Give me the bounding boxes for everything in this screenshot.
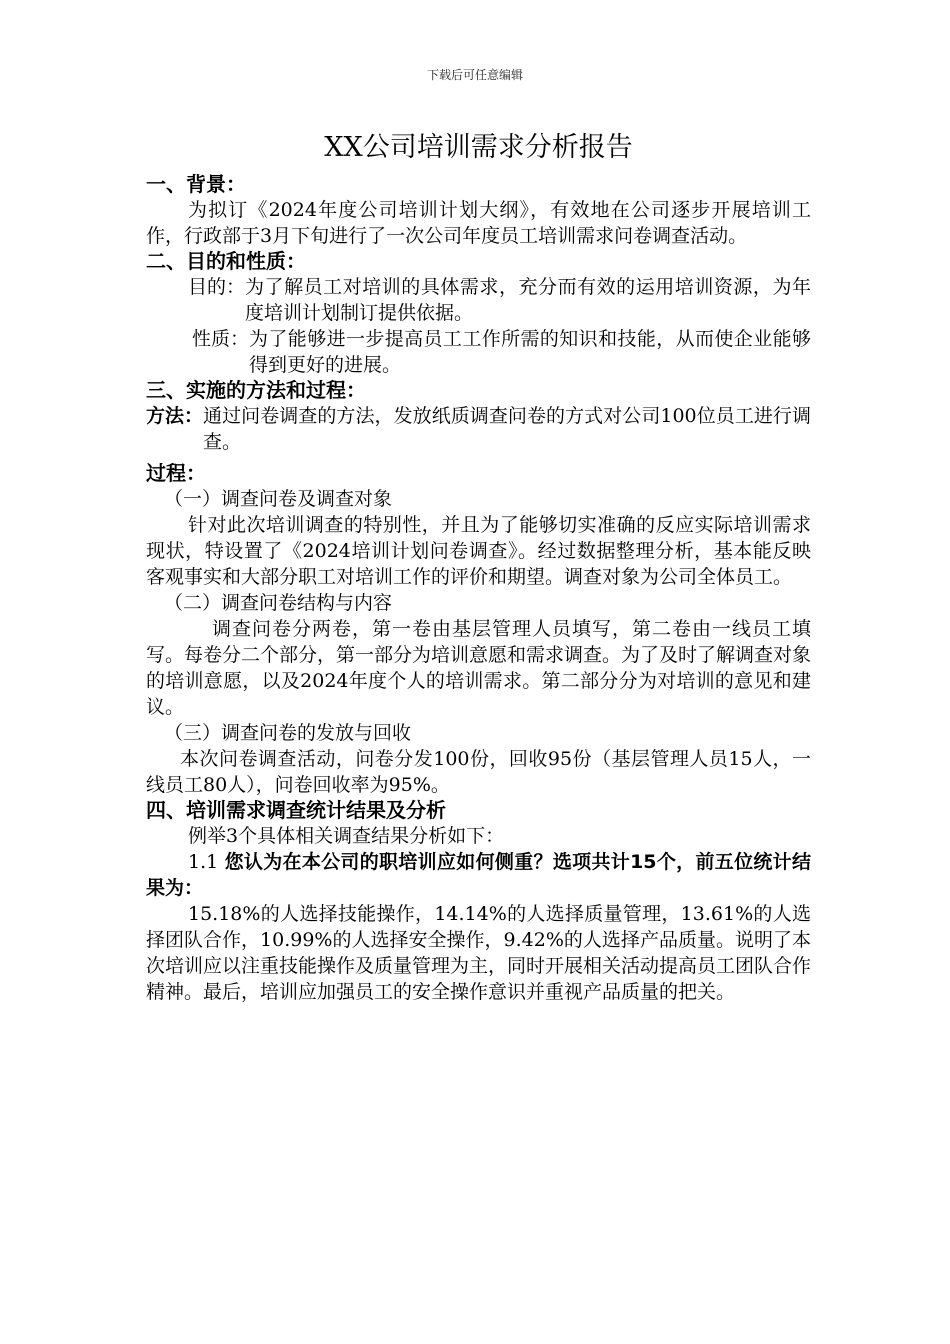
document-title: XX公司培训需求分析报告 [324,132,633,163]
purpose-label: 目的： [188,276,246,298]
subsection-2-title: （二）调查问卷结构与内容 [164,592,393,614]
method-block [146,403,811,455]
subsection-3-title: （三）调查问卷的发放与回收 [164,722,412,744]
background-paragraph: 为拟订《2024年度公司培训计划大纲》，有效地在公司逐步开展培训工作，行政部于3月下旬进行了一次公司年度员工培训需求问卷调查活动。 [146,199,811,247]
section-3-heading: 三、实施的方法和过程： [146,378,366,402]
question-1-1-result: 15.18%的人选择技能操作，14.14%的人选择质量管理，13.61%的人选择团队合作，10.99%的人选择安全操作，9.42%的人选择产品质量。说明了本次培训应以注重技能操作及质量管理为主，同时开展相关活动提高员工团队合作精神。最后，培训应加强员工的安全操作意识并重视产品质量的把关。 [146,903,812,1003]
nature-label: 性质： [192,328,250,350]
process-label: 过程： [146,461,206,485]
document-body [146,128,811,1005]
section-2-heading: 二、目的和性质： [146,249,306,273]
purpose-text: 为了解员工对培训的具体需求，充分而有效的运用培训资源，为年度培训计划制订提供依据。 [245,276,811,324]
subsection-2-text: 调查问卷分两卷，第一卷由基层管理人员填写，第二卷由一线员工填写。每卷分二个部分，第一部分为培训意愿和需求调查。为了及时了解调查对象的培训意愿，以及2024年度个人的培训需求。第二部分分为对培训的意见和建议。 [146,618,812,718]
subsection-1-text: 针对此次培训调查的特别性，并且为了能够切实准确的反应实际培训需求现状，特设置了《2024培训计划问卷调查》。经过数据整理分析，基本能反映客观事实和大部分职工对培训工作的评价和期望。调查对象为公司全体员工。 [146,514,811,588]
nature-block [146,326,811,378]
question-1-1-text: 您认为在本公司的职培训应如何侧重？选项共计15个，前五位统计结果为： [146,851,811,899]
section-4-intro: 例举3个具体相关调查结果分析如下： [188,825,505,847]
question-1-1 [146,849,811,901]
nature-text: 为了能够进一步提高员工工作所需的知识和技能，从而使企业能够得到更好的进展。 [249,328,811,376]
question-1-1-number: 1.1 [188,851,219,873]
purpose-block [146,274,811,326]
section-1-heading: 一、背景： [146,172,246,196]
section-4-heading: 四、培训需求调查统计结果及分析 [146,798,446,822]
subsection-1-title: （一）调查问卷及调查对象 [164,488,393,510]
method-label: 方法： [146,405,204,427]
subsection-3-text: 本次问卷调查活动，问卷分发100份，回收95份（基层管理人员15人，一线员工80人），问卷回收率为95%。 [146,748,811,796]
header-note: 下载后可任意编辑 [426,68,523,82]
method-text: 通过问卷调查的方法，发放纸质调查问卷的方式对公司100位员工进行调查。 [203,405,811,453]
